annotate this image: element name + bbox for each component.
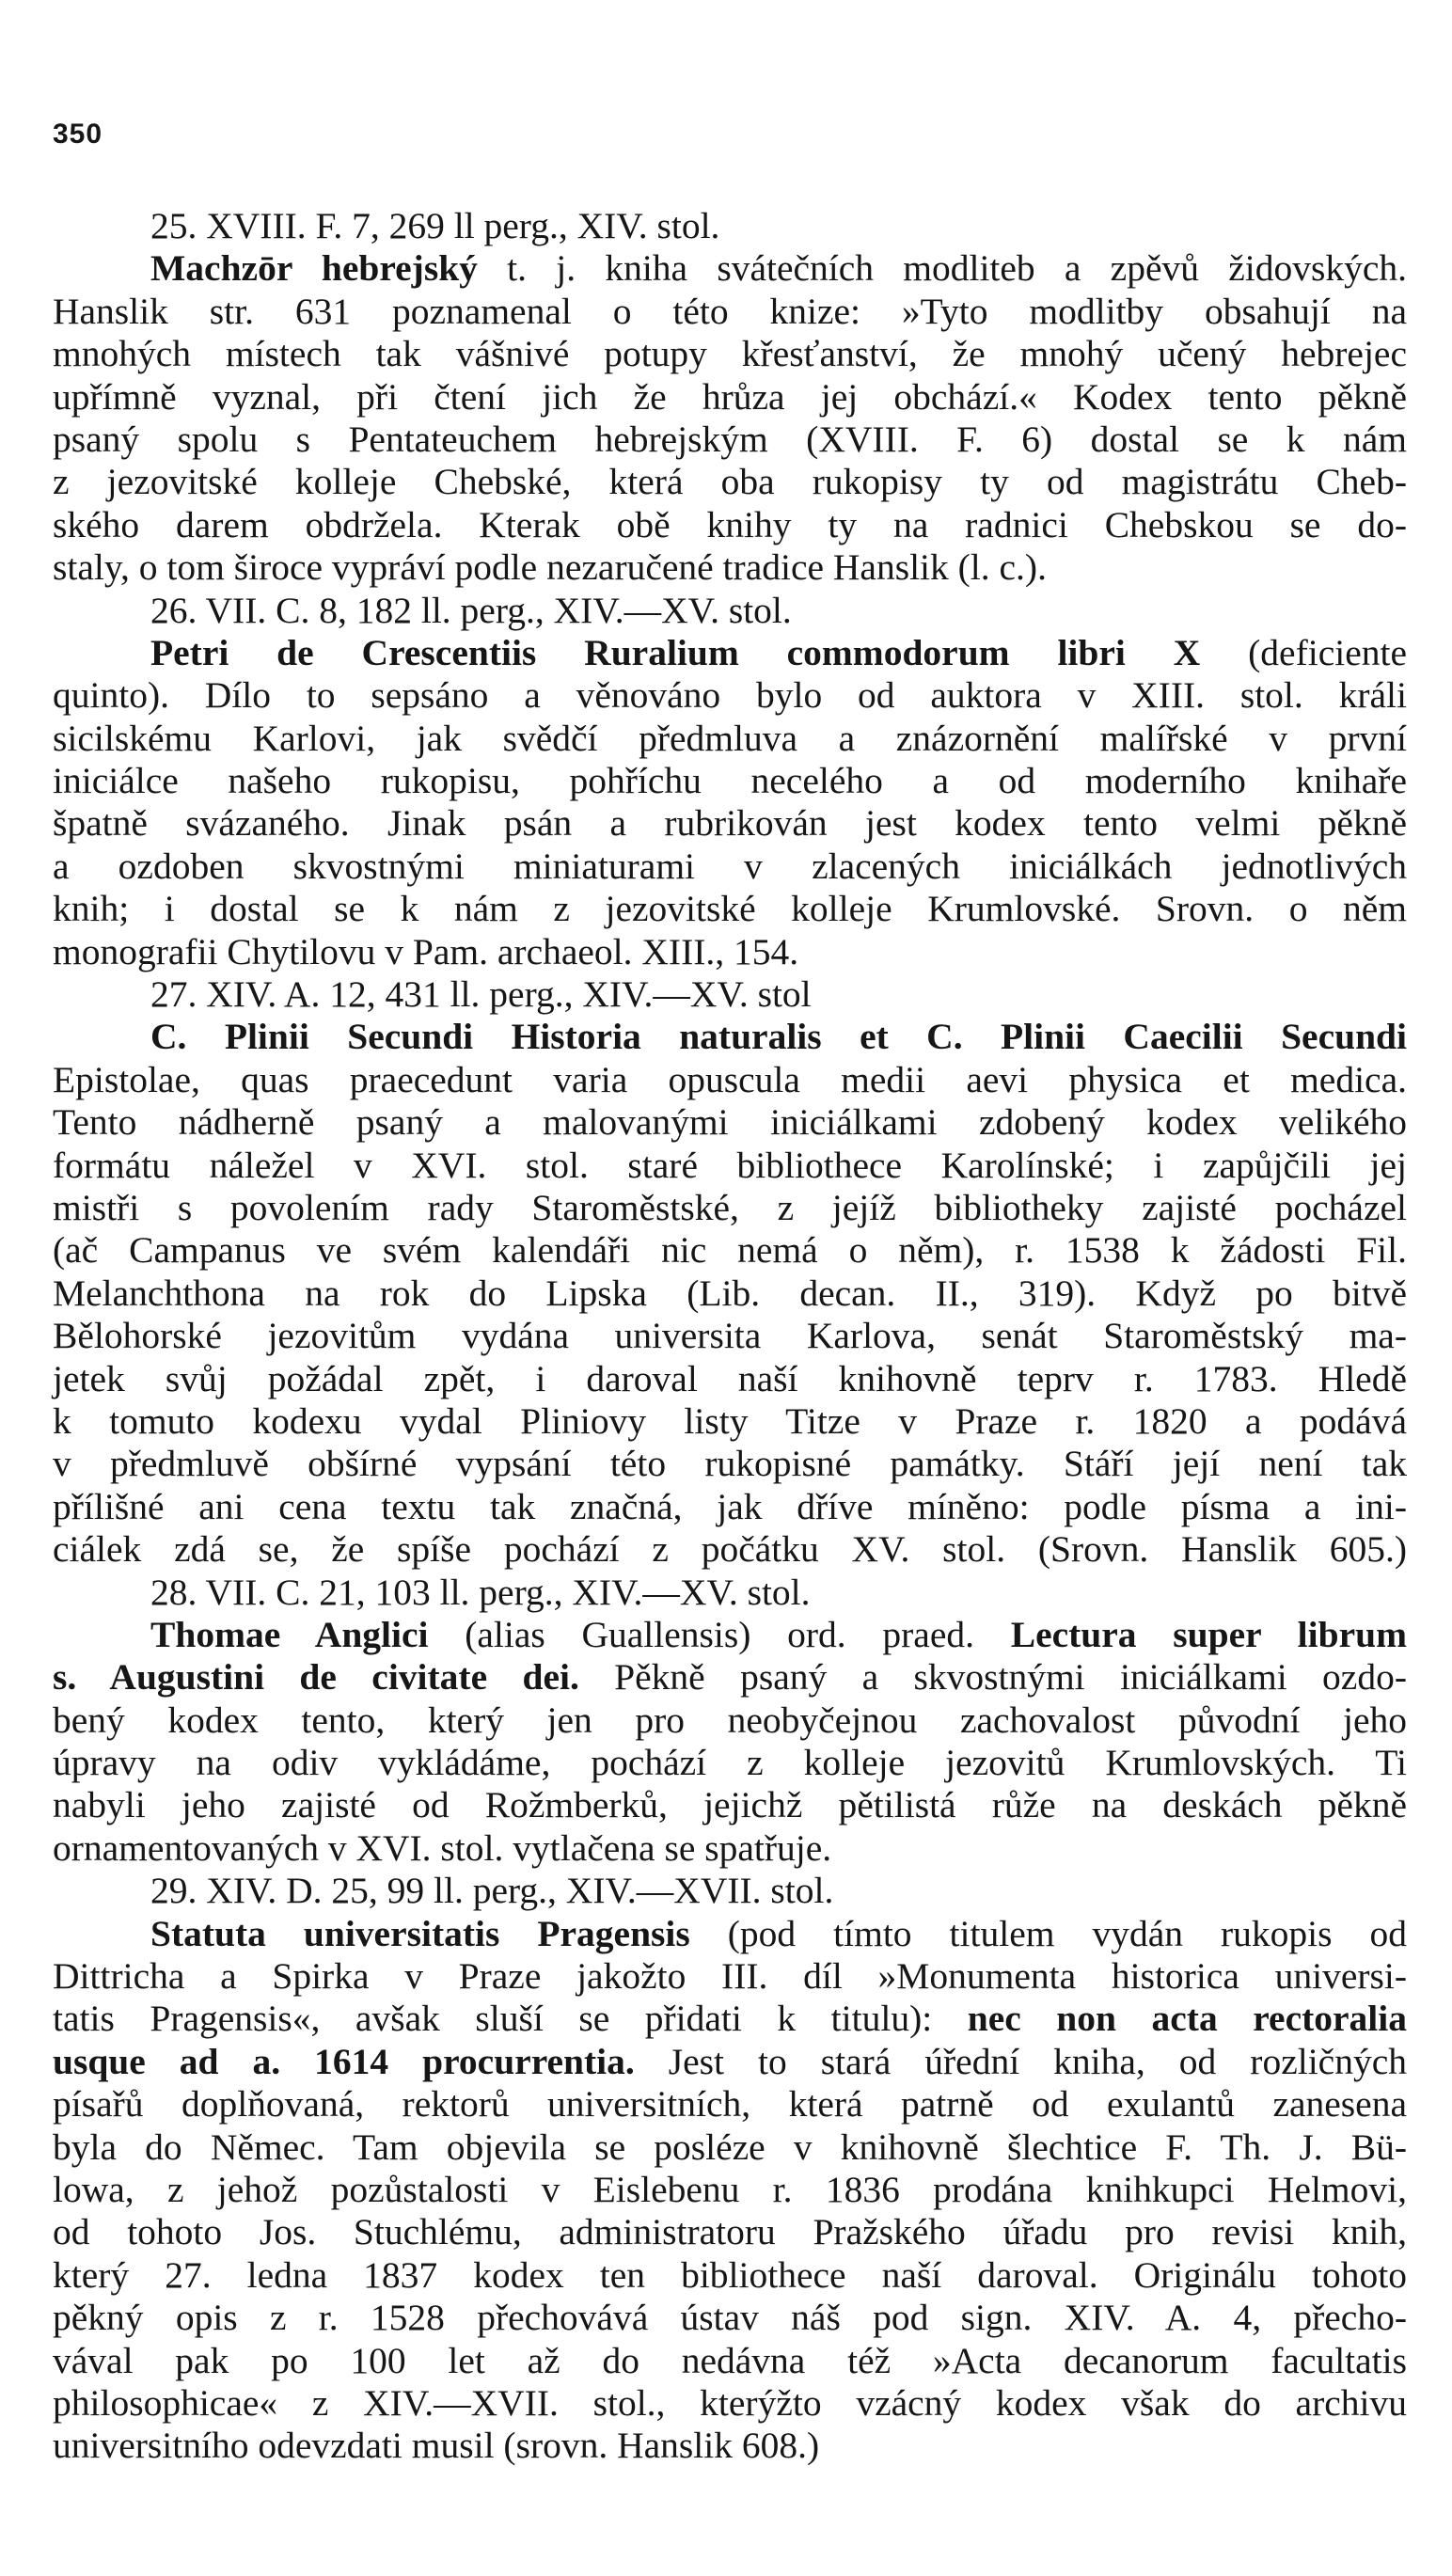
entry-text-line: Melanchthona na rok do Lipska (Lib. decan. II., 319). Když po bitvě bbox=[53, 1272, 1407, 1314]
entry-text-line: lowa, z jehož pozůstalosti v Eislebenu r. 1836 prodána knihkupci Helmovi, bbox=[53, 2168, 1407, 2210]
entry-text-line: k tomuto kodexu vydal Pliniovy listy Titze v Praze r. 1820 a podává bbox=[53, 1399, 1407, 1442]
entry-signature: 29. XIV. D. 25, 99 ll. perg., XIV.—XVII. stol. bbox=[150, 1870, 834, 1912]
entry-text-line: monografii Chytilovu v Pam. archaeol. XIII., 154. bbox=[53, 930, 799, 972]
entry-text-line: vával pak po 100 let až do nedávna též »Acta decanorum facultatis bbox=[53, 2339, 1407, 2381]
entry-text-line: špatně svázaného. Jinak psán a rubrikován jest kodex tento velmi pěkně bbox=[53, 802, 1407, 845]
entry-text-line bbox=[53, 1998, 1407, 2040]
entry-title-line bbox=[53, 1656, 1407, 1699]
entry-text-line bbox=[53, 2041, 1407, 2083]
entry-text-line: psaný spolu s Pentateuchem hebrejským (XVIII. F. 6) dostal se k nám bbox=[53, 418, 1407, 460]
entry-text: Pěkně psaný a skvostnými iniciálkami ozdo- bbox=[578, 1656, 1407, 1699]
entry-signature: 25. XVIII. F. 7, 269 ll perg., XIV. stol. bbox=[150, 205, 720, 246]
entry-text: tatis Pragensis«, avšak sluší se přidati k titulu): bbox=[53, 1998, 968, 2040]
entry-text-line: mistři s povolením rady Staroměstské, z jejíž bibliotheky zajisté pocházel bbox=[53, 1186, 1407, 1228]
entry-text-line: Bělohorské jezovitům vydána universita Karlova, senát Staroměstský ma- bbox=[53, 1315, 1407, 1357]
entry-text: (deficiente bbox=[1200, 631, 1407, 673]
entry-text-line: (ač Campanus ve svém kalendáři nic nemá o něm), r. 1538 k žádosti Fil. bbox=[53, 1229, 1407, 1272]
entry-text-line: Hanslik str. 631 poznamenal o této knize: »Tyto modlitby obsahují na bbox=[53, 290, 1407, 332]
entry-title: C. Plinii Secundi Historia naturalis et C. Plinii Caecilii Secundi bbox=[150, 1016, 1407, 1058]
entry-text-line: písařů doplňovaná, rektorů universitních, která patrně od exulantů zanesena bbox=[53, 2083, 1407, 2126]
entry-author: Thomae Anglici bbox=[150, 1613, 429, 1655]
entry-text-line: iniciálce našeho rukopisu, pohříchu necelého a od moderního knihaře bbox=[53, 760, 1407, 802]
catalog-entry-27 bbox=[53, 973, 1407, 1571]
entry-text-line: universitního odevzdati musil (srovn. Hanslik 608.) bbox=[53, 2425, 820, 2467]
entry-subtitle: nec non acta rectoralia bbox=[967, 1998, 1408, 2040]
catalog-entry-26 bbox=[53, 590, 1407, 974]
entry-text-line: v předmluvě obšírné vypsání této rukopisné památky. Stáří její není tak bbox=[53, 1443, 1407, 1485]
entry-text: Jest to stará úřední kniha, od rozličných bbox=[634, 2040, 1407, 2082]
entry-text-line: nabyli jeho zajisté od Rožmberků, jejichž pětilistá růže na deskách pěkně bbox=[53, 1784, 1407, 1826]
entry-text-line: Dittricha a Spirka v Praze jakožto III. díl »Monumenta historica universi- bbox=[53, 1955, 1407, 1998]
page-body bbox=[53, 205, 1407, 2468]
entry-text-line: bený kodex tento, který jen pro neobyčejnou zachovalost původní jeho bbox=[53, 1699, 1407, 1741]
entry-text-line: quinto). Dílo to sepsáno a věnováno bylo od auktora v XIII. stol. králi bbox=[53, 674, 1407, 717]
entry-title-line bbox=[53, 632, 1407, 674]
entry-text: (alias Guallensis) ord. praed. bbox=[428, 1613, 1011, 1655]
entry-subtitle-continued: usque ad a. 1614 procurrentia. bbox=[53, 2040, 635, 2082]
entry-signature: 27. XIV. A. 12, 431 ll. perg., XIV.—XV. stol bbox=[150, 973, 812, 1016]
entry-title: Lectura super librum bbox=[1010, 1613, 1407, 1655]
entry-text-line: knih; i dostal se k nám z jezovitské kolleje Krumlovské. Srovn. o něm bbox=[53, 888, 1407, 930]
entry-text-line: jetek svůj požádal zpět, i daroval naší knihovně teprv r. 1783. Hledě bbox=[53, 1357, 1407, 1399]
entry-text-line: ornamentovaných v XVI. stol. vytlačena se spatřuje. bbox=[53, 1826, 832, 1869]
entry-signature: 28. VII. C. 21, 103 ll. perg., XIV.—XV. stol. bbox=[150, 1571, 811, 1613]
entry-signature: 26. VII. C. 8, 182 ll. perg., XIV.—XV. stol. bbox=[150, 589, 792, 631]
catalog-entry-29 bbox=[53, 1870, 1407, 2467]
entry-text-line: Epistolae, quas praecedunt varia opuscula medii aevi physica et medica. bbox=[53, 1058, 1407, 1100]
entry-title-line bbox=[53, 1614, 1407, 1656]
entry-text-line: mnohých místech tak vášnivé potupy křesťanství, že mnohý učený hebrejec bbox=[53, 333, 1407, 375]
entry-title: Statuta universitatis Pragensis bbox=[150, 1912, 690, 1954]
entry-text-line: ského darem obdržela. Kterak obě knihy ty na radnici Chebskou se do- bbox=[53, 503, 1407, 545]
entry-text-line: od tohoto Jos. Stuchlému, administratoru Pražského úřadu pro revisi knih, bbox=[53, 2211, 1407, 2253]
catalog-entry-28 bbox=[53, 1572, 1407, 1871]
entry-text-line: přílišné ani cena textu tak značná, jak dříve míněno: podle písma a ini- bbox=[53, 1485, 1407, 1527]
page-number: 350 bbox=[53, 119, 103, 150]
entry-text-line: philosophicae« z XIV.—XVII. stol., kterýžto vzácný kodex však do archivu bbox=[53, 2381, 1407, 2424]
entry-text-line: Tento nádherně psaný a malovanými iniciálkami zdobený kodex velikého bbox=[53, 1101, 1407, 1144]
entry-text-line: sicilskému Karlovi, jak svědčí předmluva a znázornění malířské v první bbox=[53, 717, 1407, 759]
entry-text-line: ciálek zdá se, že spíše pochází z počátku XV. stol. (Srovn. Hanslik 605.) bbox=[53, 1528, 1407, 1571]
entry-text-line: staly, o tom široce vypráví podle nezaručené tradice Hanslik (l. c.). bbox=[53, 546, 1047, 589]
entry-title: Machzōr hebrejský bbox=[150, 247, 478, 290]
entry-title-continued: s. Augustini de civitate dei. bbox=[53, 1656, 579, 1699]
entry-text-line: byla do Němec. Tam objevila se posléze v knihovně šlechtice F. Th. J. Bü- bbox=[53, 2126, 1407, 2168]
entry-text: t. j. kniha svátečních modliteb a zpěvů židovských. bbox=[477, 247, 1407, 290]
entry-text-line: úpravy na odiv vykládáme, pochází z kolleje jezovitů Krumlovských. Ti bbox=[53, 1742, 1407, 1784]
entry-text: (pod tímto titulem vydán rukopis od bbox=[689, 1912, 1407, 1954]
entry-title-line bbox=[53, 1913, 1407, 1955]
entry-text-line: a ozdoben skvostnými miniaturami v zlacených iniciálkách jednotlivých bbox=[53, 845, 1407, 887]
entry-text-line: z jezovitské kolleje Chebské, která oba rukopisy ty od magistrátu Cheb- bbox=[53, 461, 1407, 503]
entry-title-line bbox=[53, 247, 1407, 290]
entry-text-line: který 27. ledna 1837 kodex ten bibliothece naší daroval. Originálu tohoto bbox=[53, 2253, 1407, 2296]
entry-text-line: upřímně vyznal, při čtení jich že hrůza jej obchází.« Kodex tento pěkně bbox=[53, 375, 1407, 418]
entry-text-line: pěkný opis z r. 1528 přechovává ústav náš pod sign. XIV. A. 4, přecho- bbox=[53, 2297, 1407, 2339]
entry-text-line: formátu náležel v XVI. stol. staré bibliothece Karolínské; i zapůjčili jej bbox=[53, 1144, 1407, 1186]
entry-title: Petri de Crescentiis Ruralium commodorum libri X bbox=[150, 631, 1201, 673]
catalog-entry-25 bbox=[53, 205, 1407, 590]
